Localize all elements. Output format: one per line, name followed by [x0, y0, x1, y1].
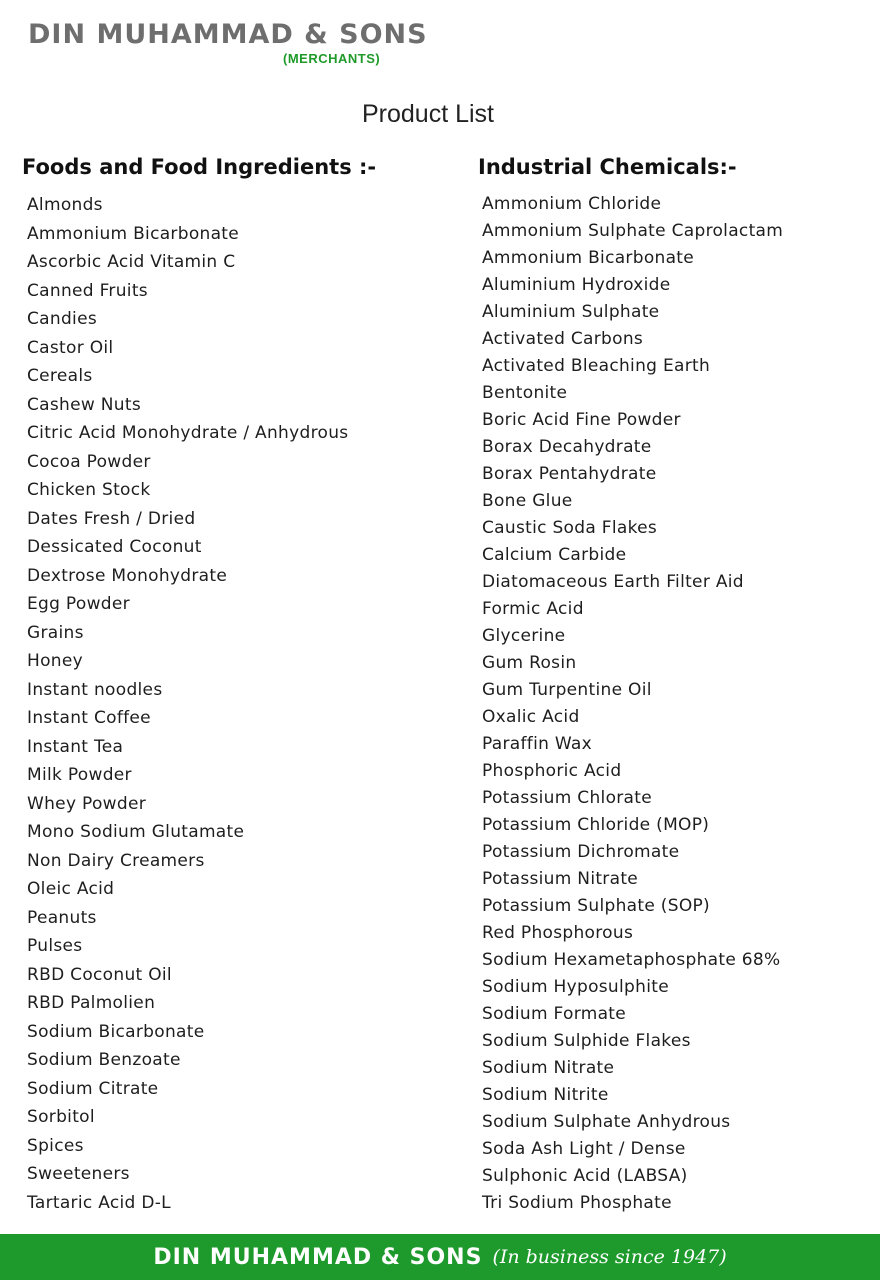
- chemical-product-item: Activated Carbons: [482, 329, 644, 349]
- food-product-item: Sweeteners: [27, 1164, 130, 1184]
- food-product-item: Instant noodles: [27, 679, 163, 700]
- chemical-product-item: Sodium Nitrite: [482, 1085, 609, 1105]
- chemical-product-item: Potassium Nitrate: [482, 869, 639, 889]
- chemical-product-item: Sodium Hyposulphite: [482, 977, 669, 997]
- page-title: Product List: [361, 100, 494, 128]
- food-product-item: RBD Coconut Oil: [27, 964, 172, 985]
- chemical-product-item: Potassium Chlorate: [482, 788, 653, 808]
- food-product-item: Oleic Acid: [27, 879, 115, 899]
- chemicals-heading: Industrial Chemicals:-: [478, 155, 737, 179]
- food-product-item: Honey: [27, 651, 83, 671]
- chemicals-section: [478, 152, 858, 1217]
- company-logo: [28, 18, 428, 66]
- chemical-product-item: Sodium Hexametaphosphate 68%: [482, 950, 781, 970]
- food-product-item: Spices: [27, 1135, 84, 1156]
- foods-heading: Foods and Food Ingredients :-: [22, 155, 377, 179]
- logo-company-name: DIN MUHAMMAD & SONS: [28, 19, 428, 50]
- food-product-item: Pulses: [27, 936, 83, 956]
- food-product-item: Mono Sodium Glutamate: [27, 822, 245, 842]
- chemical-product-item: Potassium Dichromate: [482, 842, 680, 862]
- food-product-item: Citric Acid Monohydrate / Anhydrous: [27, 423, 349, 443]
- chemical-product-item: Aluminium Hydroxide: [482, 275, 671, 295]
- food-product-item: Castor Oil: [27, 337, 114, 358]
- chemical-product-item: Potassium Sulphate (SOP): [482, 896, 710, 916]
- footer-company-name: DIN MUHAMMAD & SONS: [153, 1244, 483, 1270]
- footer-tagline: (In business since 1947): [492, 1246, 727, 1268]
- chemical-product-item: Formic Acid: [482, 599, 584, 619]
- food-product-item: Ascorbic Acid Vitamin C: [27, 252, 236, 272]
- food-product-item: Cereals: [27, 366, 93, 386]
- chemical-product-item: Ammonium Chloride: [482, 194, 662, 214]
- food-product-item: Chicken Stock: [27, 480, 151, 500]
- chemical-product-item: Caustic Soda Flakes: [482, 518, 658, 538]
- chemical-product-item: Paraffin Wax: [482, 734, 592, 754]
- food-product-item: Cocoa Powder: [27, 451, 151, 472]
- food-product-item: Almonds: [27, 195, 103, 215]
- chemical-product-item: Boric Acid Fine Powder: [482, 410, 681, 430]
- food-product-item: Dextrose Monohydrate: [27, 565, 228, 586]
- foods-section: [22, 152, 462, 1217]
- chemical-product-item: Bone Glue: [482, 491, 573, 511]
- chemical-product-item: Aluminium Sulphate: [482, 302, 660, 322]
- chemical-product-item: Bentonite: [482, 383, 568, 403]
- chemical-product-item: Tri Sodium Phosphate: [482, 1193, 672, 1213]
- chemical-product-item: Activated Bleaching Earth: [482, 356, 711, 376]
- food-product-item: Instant Coffee: [27, 708, 151, 728]
- chemical-product-item: Calcium Carbide: [482, 545, 627, 565]
- chemical-product-item: Sodium Formate: [482, 1004, 627, 1024]
- food-product-item: Non Dairy Creamers: [27, 850, 205, 871]
- chemicals-list: [478, 191, 858, 1217]
- food-product-item: Canned Fruits: [27, 280, 148, 301]
- chemical-product-item: Ammonium Sulphate Caprolactam: [482, 221, 784, 241]
- food-product-item: Ammonium Bicarbonate: [27, 223, 240, 244]
- food-product-item: Candies: [27, 309, 97, 329]
- food-product-item: Grains: [27, 622, 84, 643]
- chemical-product-item: Borax Pentahydrate: [482, 464, 657, 484]
- food-product-item: Milk Powder: [27, 765, 132, 785]
- footer-banner: [0, 1234, 880, 1280]
- chemical-product-item: Diatomaceous Earth Filter Aid: [482, 572, 744, 592]
- chemical-product-item: Ammonium Bicarbonate: [482, 248, 695, 268]
- chemical-product-item: Sodium Nitrate: [482, 1058, 615, 1078]
- chemical-product-item: Borax Decahydrate: [482, 437, 652, 457]
- food-product-item: RBD Palmolien: [27, 993, 156, 1013]
- chemical-product-item: Red Phosphorous: [482, 923, 634, 943]
- logo-subtitle: (MERCHANTS): [283, 51, 381, 66]
- chemical-product-item: Glycerine: [482, 626, 566, 646]
- chemical-product-item: Gum Turpentine Oil: [482, 680, 652, 700]
- chemical-product-item: Gum Rosin: [482, 653, 577, 673]
- chemical-product-item: Sulphonic Acid (LABSA): [482, 1166, 688, 1186]
- chemical-product-item: Sodium Sulphate Anhydrous: [482, 1112, 731, 1132]
- food-product-item: Sodium Bicarbonate: [27, 1021, 205, 1042]
- food-product-item: Sorbitol: [27, 1107, 95, 1127]
- food-product-item: Peanuts: [27, 907, 97, 928]
- food-product-item: Instant Tea: [27, 736, 124, 757]
- chemical-product-item: Oxalic Acid: [482, 707, 580, 727]
- chemical-product-item: Soda Ash Light / Dense: [482, 1139, 686, 1159]
- food-product-item: Egg Powder: [27, 594, 130, 614]
- food-product-item: Cashew Nuts: [27, 394, 141, 415]
- foods-list: [22, 191, 462, 1217]
- chemical-product-item: Sodium Sulphide Flakes: [482, 1031, 691, 1051]
- food-product-item: Sodium Citrate: [27, 1078, 159, 1099]
- food-product-item: Tartaric Acid D-L: [27, 1192, 171, 1213]
- food-product-item: Dates Fresh / Dried: [27, 508, 196, 529]
- chemical-product-item: Phosphoric Acid: [482, 761, 622, 781]
- food-product-item: Sodium Benzoate: [27, 1050, 181, 1070]
- chemical-product-item: Potassium Chloride (MOP): [482, 815, 710, 835]
- food-product-item: Dessicated Coconut: [27, 537, 202, 557]
- food-product-item: Whey Powder: [27, 793, 146, 814]
